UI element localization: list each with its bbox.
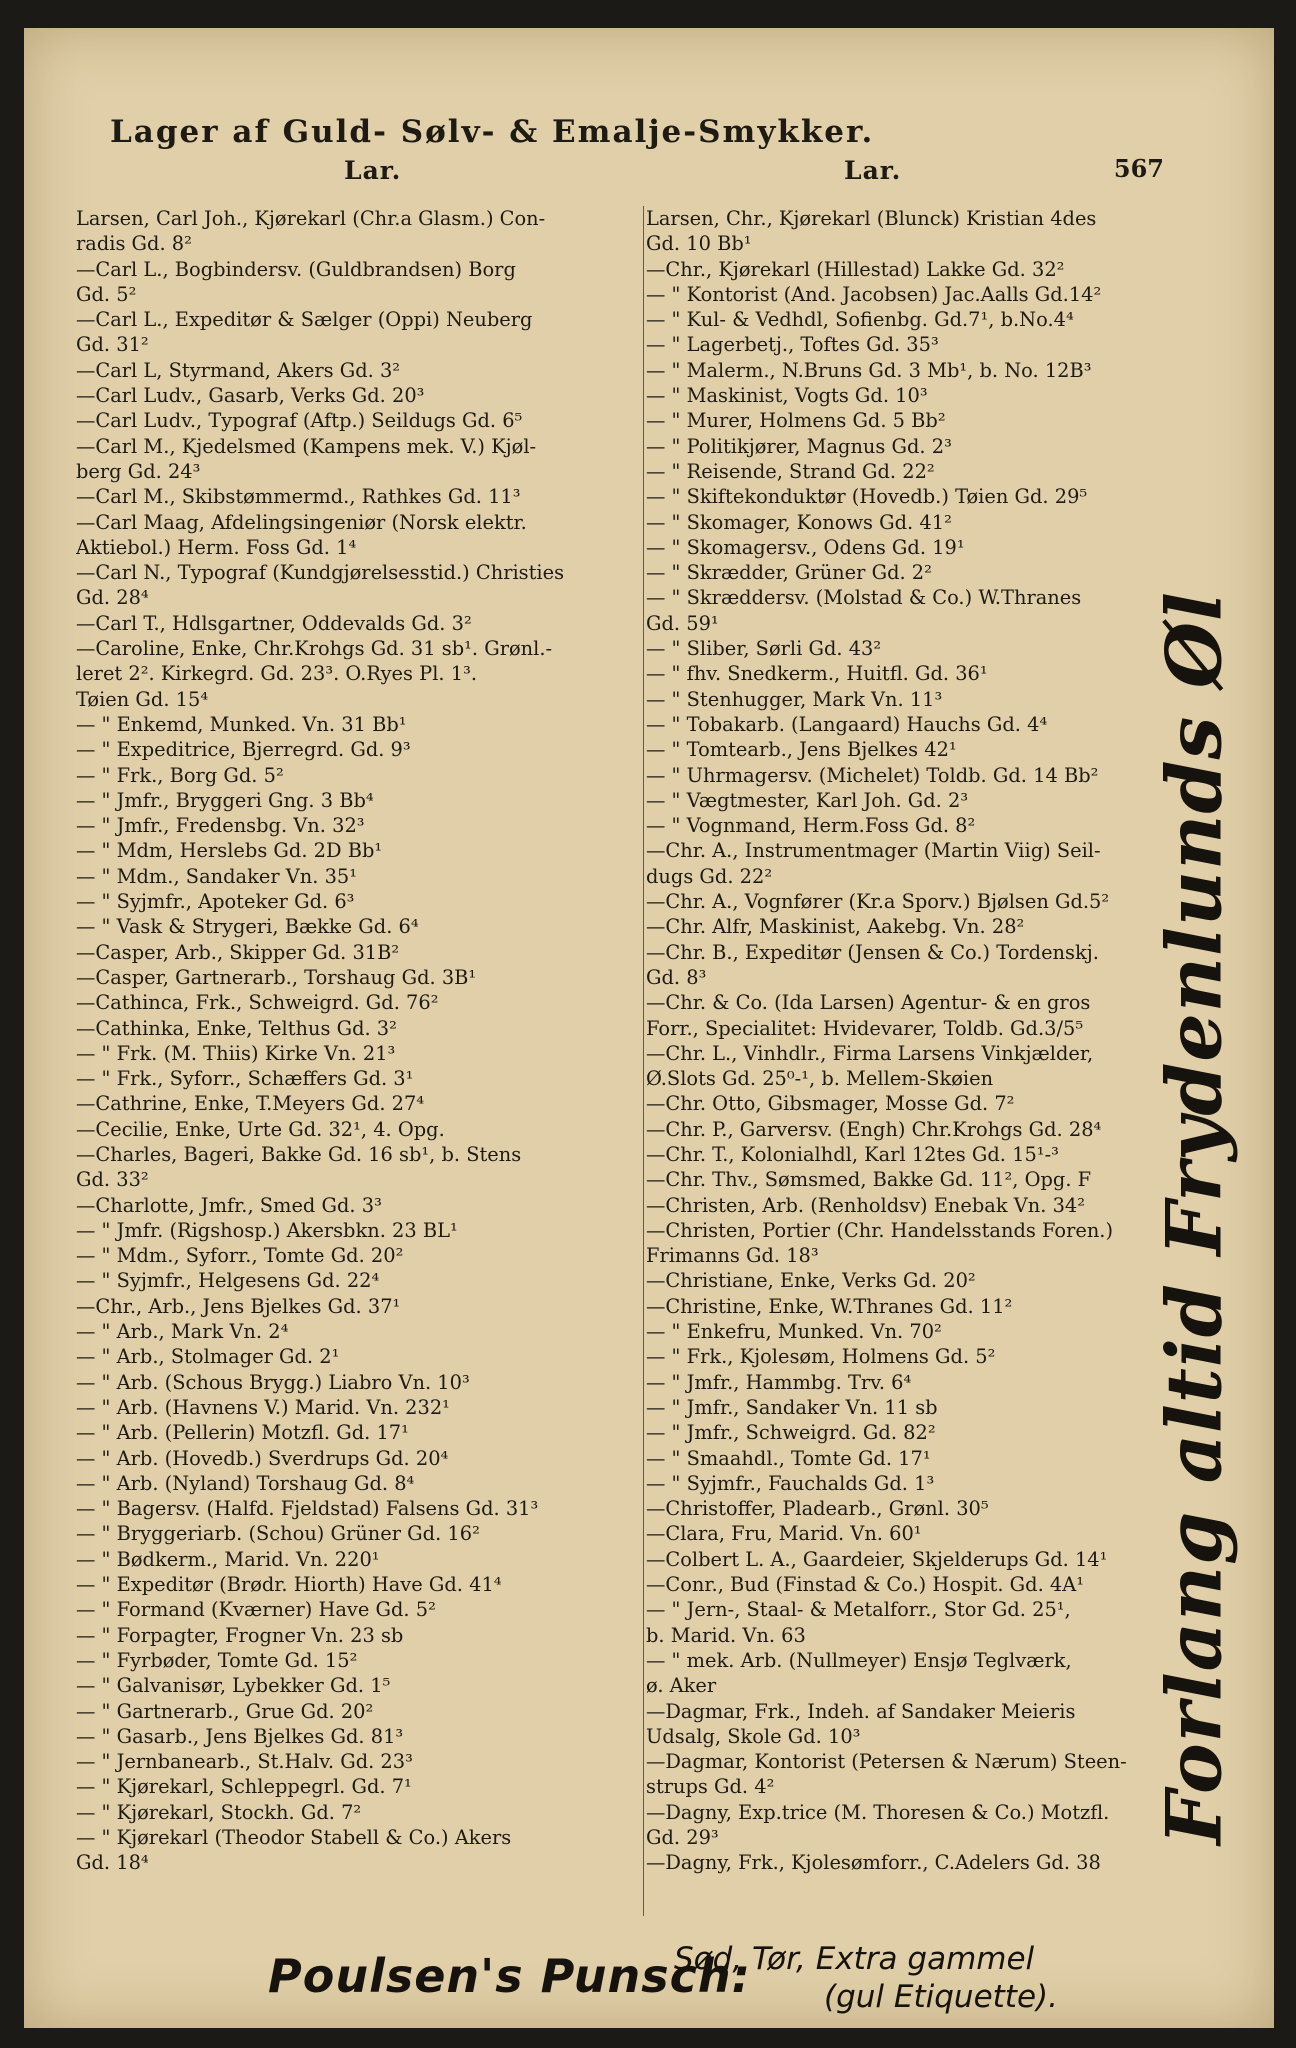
- directory-entry-line: Gd. 31²: [76, 333, 149, 357]
- directory-entry-line: — " Frk., Borg Gd. 5²: [76, 763, 284, 787]
- running-head-left: Lar.: [344, 156, 402, 185]
- directory-entry-line: — " Kjørekarl, Schleppegrl. Gd. 7¹: [76, 1775, 412, 1799]
- directory-entry-line: — " Tobakarb. (Langaard) Hauchs Gd. 4⁴: [646, 712, 1048, 736]
- directory-entry-line: — " Skomagersv., Odens Gd. 19¹: [646, 535, 965, 559]
- directory-entry-line: Gd. 10 Bb¹: [646, 232, 752, 256]
- directory-entry-line: —Christen, Arb. (Renholdsv) Enebak Vn. 34²: [646, 1193, 1086, 1217]
- directory-entry-line: — " mek. Arb. (Nullmeyer) Ensjø Teglværk,: [646, 1648, 1072, 1672]
- directory-entry-line: — " Kontorist (And. Jacobsen) Jac.Aalls Gd.14²: [646, 282, 1102, 306]
- directory-entry-line: — " Arb. (Havnens V.) Marid. Vn. 232¹: [76, 1395, 450, 1419]
- directory-entry-line: Larsen, Chr., Kjørekarl (Blunck) Kristian 4des: [646, 207, 1097, 230]
- directory-entry-line: Gd. 59¹: [646, 611, 719, 635]
- directory-entry-line: —Christine, Enke, W.Thranes Gd. 11²: [646, 1294, 1013, 1318]
- directory-entry-line: —Christoffer, Pladearb., Grønl. 30⁵: [646, 1497, 989, 1521]
- directory-entry-line: —Dagmar, Kontorist (Petersen & Nærum) Steen-: [646, 1750, 1127, 1774]
- directory-entry-line: b. Marid. Vn. 63: [646, 1623, 806, 1647]
- directory-entry-line: — " Syjmfr., Fauchalds Gd. 1³: [646, 1471, 935, 1495]
- directory-entry-line: —Carl Ludv., Gasarb, Verks Gd. 20³: [76, 384, 425, 408]
- footer-advert-main: Poulsen's Punsch:: [268, 1949, 751, 2003]
- directory-entry-line: — " Kul- & Vedhdl, Sofienbg. Gd.7¹, b.No.4⁴: [646, 308, 1074, 332]
- directory-entry-line: — " Skomager, Konows Gd. 41²: [646, 510, 952, 534]
- directory-entry-line: —Chr. & Co. (Ida Larsen) Agentur- & en gros: [646, 991, 1091, 1015]
- directory-entry-line: —Casper, Gartnerarb., Torshaug Gd. 3B¹: [76, 965, 477, 989]
- directory-entry-line: — " Vognmand, Herm.Foss Gd. 8²: [646, 814, 976, 838]
- directory-entry-line: — " Jernbanearb., St.Halv. Gd. 23³: [76, 1750, 413, 1774]
- directory-entry-line: Gd. 18⁴: [76, 1851, 149, 1875]
- directory-entry-line: —Cathinca, Frk., Schweigrd. Gd. 76²: [76, 991, 439, 1015]
- directory-entry-line: — " Arb., Mark Vn. 2⁴: [76, 1320, 289, 1344]
- directory-entry-line: —Carl M., Kjedelsmed (Kampens mek. V.) Kjøl-: [76, 434, 537, 458]
- directory-entry-line: —Dagny, Exp.trice (M. Thoresen & Co.) Motzfl.: [646, 1800, 1110, 1824]
- directory-entry-line: — " Enkemd, Munked. Vn. 31 Bb¹: [76, 712, 407, 736]
- directory-entry-line: — " Stenhugger, Mark Vn. 11³: [646, 687, 943, 711]
- directory-entry-line: —Chr. L., Vinhdlr., Firma Larsens Vinkjælder,: [646, 1041, 1094, 1065]
- directory-entry-line: —Dagny, Frk., Kjolesømforr., C.Adelers Gd. 38: [646, 1851, 1101, 1875]
- directory-entry-line: — " Vægtmester, Karl Joh. Gd. 2³: [646, 788, 969, 812]
- directory-entry-line: —Chr. P., Garversv. (Engh) Chr.Krohgs Gd. 28⁴: [646, 1117, 1102, 1141]
- directory-entry-line: — " Jmfr., Hammbg. Trv. 6⁴: [646, 1370, 912, 1394]
- directory-entry-line: — " Arb. (Pellerin) Motzfl. Gd. 17¹: [76, 1421, 409, 1445]
- banner-advert: Lager af Guld- Sølv- & Emalje-Smykker.: [110, 114, 875, 150]
- directory-entry-line: — " Tomtearb., Jens Bjelkes 42¹: [646, 738, 957, 762]
- directory-entry-line: — " Arb. (Nyland) Torshaug Gd. 8⁴: [76, 1471, 415, 1495]
- side-advert: Forlang altid Frydenlunds Øl: [1149, 591, 1239, 1845]
- directory-entry-line: — " Arb., Stolmager Gd. 2¹: [76, 1345, 340, 1369]
- directory-entry-line: —Chr. A., Instrumentmager (Martin Viig) Seil-: [646, 839, 1101, 863]
- directory-entry-line: —Chr. B., Expeditør (Jensen & Co.) Tordenskj.: [646, 940, 1099, 964]
- directory-entry-line: —Caroline, Enke, Chr.Krohgs Gd. 31 sb¹. Grønl.-: [76, 637, 553, 661]
- directory-entry-line: — " Jern-, Staal- & Metalforr., Stor Gd. 25¹,: [646, 1598, 1071, 1622]
- directory-entry-line: Frimanns Gd. 18³: [646, 1244, 819, 1268]
- directory-entry-line: — " Uhrmagersv. (Michelet) Toldb. Gd. 14 Bb²: [646, 763, 1099, 787]
- directory-entry-line: — " Enkefru, Munked. Vn. 70²: [646, 1320, 942, 1344]
- directory-entry-line: — " Arb. (Hovedb.) Sverdrups Gd. 20⁴: [76, 1446, 449, 1470]
- directory-entry-line: Gd. 33²: [76, 1168, 149, 1192]
- directory-entry-line: —Cathinka, Enke, Telthus Gd. 3²: [76, 1016, 397, 1040]
- column-divider: [643, 206, 644, 1916]
- directory-entry-line: —Cecilie, Enke, Urte Gd. 32¹, 4. Opg.: [76, 1117, 445, 1141]
- directory-entry-line: — " Expeditrice, Bjerregrd. Gd. 9³: [76, 738, 411, 762]
- directory-entry-line: — " Politikjører, Magnus Gd. 2³: [646, 434, 952, 458]
- directory-entry-line: — " Frk., Kjolesøm, Holmens Gd. 5²: [646, 1345, 996, 1369]
- right-column: [646, 206, 1201, 1876]
- directory-entry-line: —Carl Maag, Afdelingsingeniør (Norsk elektr.: [76, 510, 527, 534]
- footer-advert-line1: Sød, Tør, Extra gammel: [674, 1941, 1035, 1977]
- directory-entry-line: — " Maskinist, Vogts Gd. 10³: [646, 384, 928, 408]
- directory-entry-line: dugs Gd. 22²: [646, 864, 773, 888]
- footer-advert-line2: (gul Etiquette).: [824, 1979, 1058, 2015]
- directory-entry-line: Tøien Gd. 15⁴: [76, 687, 209, 711]
- directory-entry-line: — " fhv. Snedkerm., Huitfl. Gd. 36¹: [646, 662, 988, 686]
- directory-entry-line: —Colbert L. A., Gaardeier, Skjelderups Gd. 14¹: [646, 1547, 1108, 1571]
- directory-entry-line: — " Smaahdl., Tomte Gd. 17¹: [646, 1446, 931, 1470]
- directory-entry-line: —Carl L., Bogbindersv. (Guldbrandsen) Borg: [76, 257, 516, 281]
- directory-entry-line: — " Bryggeriarb. (Schou) Grüner Gd. 16²: [76, 1522, 480, 1546]
- directory-entry-line: Udsalg, Skole Gd. 10³: [646, 1724, 861, 1748]
- directory-entry-line: —Chr. Thv., Sømsmed, Bakke Gd. 11², Opg. F: [646, 1168, 1092, 1192]
- directory-entry-line: — " Vask & Strygeri, Bække Gd. 6⁴: [76, 915, 419, 939]
- directory-entry-line: — " Frk., Syforr., Schæffers Gd. 3¹: [76, 1067, 414, 1091]
- directory-entry-line: — " Galvanisør, Lybekker Gd. 1⁵: [76, 1674, 391, 1698]
- directory-entry-line: — " Mdm., Sandaker Vn. 35¹: [76, 864, 358, 888]
- directory-entry-line: — " Jmfr., Fredensbg. Vn. 32³: [76, 814, 365, 838]
- directory-entry-line: — " Mdm., Syforr., Tomte Gd. 20²: [76, 1244, 404, 1268]
- page-number: 567: [1113, 154, 1164, 183]
- directory-entry-line: Forr., Specialitet: Hvidevarer, Toldb. Gd.3/5⁵: [646, 1016, 1084, 1040]
- directory-entry-line: — " Syjmfr., Apoteker Gd. 6³: [76, 890, 355, 914]
- directory-entry-line: — " Gartnerarb., Grue Gd. 20²: [76, 1699, 374, 1723]
- directory-entry-line: Gd. 28⁴: [76, 586, 149, 610]
- directory-entry-line: radis Gd. 8²: [76, 232, 192, 256]
- directory-entry-line: —Carl M., Skibstømmermd., Rathkes Gd. 11³: [76, 485, 521, 509]
- directory-entry-line: — " Expeditør (Brødr. Hiorth) Have Gd. 41⁴: [76, 1573, 502, 1597]
- directory-entry-line: — " Fyrbøder, Tomte Gd. 15²: [76, 1648, 358, 1672]
- directory-entry-line: leret 2². Kirkegrd. Gd. 23³. O.Ryes Pl. 1³.: [76, 662, 478, 686]
- directory-entry-line: — " Bødkerm., Marid. Vn. 220¹: [76, 1547, 380, 1571]
- directory-entry-line: Larsen, Carl Joh., Kjørekarl (Chr.a Glasm.) Con-: [76, 207, 546, 230]
- directory-entry-line: — " Forpagter, Frogner Vn. 23 sb: [76, 1623, 404, 1647]
- directory-entry-line: —Carl T., Hdlsgartner, Oddevalds Gd. 3²: [76, 611, 472, 635]
- left-column: [76, 206, 641, 1876]
- directory-entry-line: —Chr., Arb., Jens Bjelkes Gd. 37¹: [76, 1294, 401, 1318]
- directory-entry-line: —Cathrine, Enke, T.Meyers Gd. 27⁴: [76, 1092, 425, 1116]
- directory-entry-line: —Charles, Bageri, Bakke Gd. 16 sb¹, b. Stens: [76, 1142, 522, 1166]
- directory-entry-line: —Charlotte, Jmfr., Smed Gd. 3³: [76, 1193, 382, 1217]
- directory-entry-line: —Carl L, Styrmand, Akers Gd. 3²: [76, 358, 401, 382]
- directory-entry-line: —Carl N., Typograf (Kundgjørelsesstid.) Christies: [76, 561, 565, 585]
- directory-entry-line: —Carl Ludv., Typograf (Aftp.) Seildugs Gd. 6⁵: [76, 409, 523, 433]
- directory-entry-line: Gd. 29³: [646, 1826, 719, 1849]
- directory-entry-line: —Chr. A., Vognfører (Kr.a Sporv.) Bjølsen Gd.5²: [646, 890, 1110, 914]
- directory-entry-line: — " Bagersv. (Halfd. Fjeldstad) Falsens Gd. 31³: [76, 1497, 539, 1521]
- directory-entry-line: — " Sliber, Sørli Gd. 43²: [646, 637, 882, 661]
- directory-entry-line: — " Jmfr., Schweigrd. Gd. 82²: [646, 1421, 936, 1445]
- directory-entry-line: — " Formand (Kværner) Have Gd. 5²: [76, 1598, 436, 1622]
- directory-entry-line: —Chr. T., Kolonialhdl, Karl 12tes Gd. 15¹-³: [646, 1142, 1059, 1166]
- directory-entry-line: — " Mdm, Herslebs Gd. 2D Bb¹: [76, 839, 383, 863]
- directory-entry-line: — " Murer, Holmens Gd. 5 Bb²: [646, 409, 946, 433]
- running-head-right: Lar.: [844, 156, 902, 185]
- directory-entry-line: berg Gd. 24³: [76, 459, 201, 483]
- directory-entry-line: — " Skiftekonduktør (Hovedb.) Tøien Gd. 29⁵: [646, 485, 1088, 509]
- directory-entry-line: strups Gd. 4²: [646, 1775, 775, 1799]
- directory-entry-line: —Clara, Fru, Marid. Vn. 60¹: [646, 1522, 922, 1546]
- directory-entry-line: —Christen, Portier (Chr. Handelsstands Foren.): [646, 1218, 1114, 1242]
- directory-entry-line: —Chr., Kjørekarl (Hillestad) Lakke Gd. 32²: [646, 257, 1065, 281]
- directory-entry-line: ø. Aker: [646, 1674, 717, 1698]
- directory-entry-line: — " Jmfr., Bryggeri Gng. 3 Bb⁴: [76, 788, 374, 812]
- directory-entry-line: — " Skrædder, Grüner Gd. 2²: [646, 561, 932, 585]
- directory-entry-line: —Chr. Otto, Gibsmager, Mosse Gd. 7²: [646, 1092, 1015, 1116]
- directory-page: [24, 28, 1274, 2028]
- directory-entry-line: — " Arb. (Schous Brygg.) Liabro Vn. 10³: [76, 1370, 470, 1394]
- directory-entry-line: —Christiane, Enke, Verks Gd. 20²: [646, 1269, 976, 1293]
- directory-entry-line: — " Syjmfr., Helgesens Gd. 22⁴: [76, 1269, 380, 1293]
- directory-entry-line: —Carl L., Expeditør & Sælger (Oppi) Neuberg: [76, 308, 533, 332]
- directory-entry-line: —Chr. Alfr, Maskinist, Aakebg. Vn. 28²: [646, 915, 1025, 939]
- directory-entry-line: Gd. 5²: [76, 282, 137, 306]
- directory-entry-line: —Conr., Bud (Finstad & Co.) Hospit. Gd. 4A¹: [646, 1573, 1085, 1597]
- directory-entry-line: Aktiebol.) Herm. Foss Gd. 1⁴: [76, 535, 357, 559]
- directory-entry-line: — " Jmfr. (Rigshosp.) Akersbkn. 23 BL¹: [76, 1218, 458, 1242]
- directory-entry-line: — " Malerm., N.Bruns Gd. 3 Mb¹, b. No. 12B³: [646, 358, 1092, 382]
- directory-entry-line: — " Kjørekarl (Theodor Stabell & Co.) Akers: [76, 1826, 512, 1849]
- directory-entry-line: Gd. 8³: [646, 965, 707, 989]
- directory-entry-line: — " Lagerbetj., Toftes Gd. 35³: [646, 333, 939, 357]
- directory-entry-line: — " Skræddersv. (Molstad & Co.) W.Thranes: [646, 586, 1082, 610]
- directory-entry-line: — " Jmfr., Sandaker Vn. 11 sb: [646, 1395, 938, 1419]
- directory-entry-line: — " Gasarb., Jens Bjelkes Gd. 81³: [76, 1724, 404, 1748]
- directory-entry-line: — " Frk. (M. Thiis) Kirke Vn. 21³: [76, 1041, 396, 1065]
- directory-entry-line: — " Kjørekarl, Stockh. Gd. 7²: [76, 1800, 362, 1824]
- directory-entry-line: —Dagmar, Frk., Indeh. af Sandaker Meieris: [646, 1699, 1076, 1723]
- directory-entry-line: — " Reisende, Strand Gd. 22²: [646, 459, 935, 483]
- directory-entry-line: —Casper, Arb., Skipper Gd. 31B²: [76, 940, 400, 964]
- directory-entry-line: Ø.Slots Gd. 25⁰-¹, b. Mellem-Skøien: [646, 1067, 994, 1091]
